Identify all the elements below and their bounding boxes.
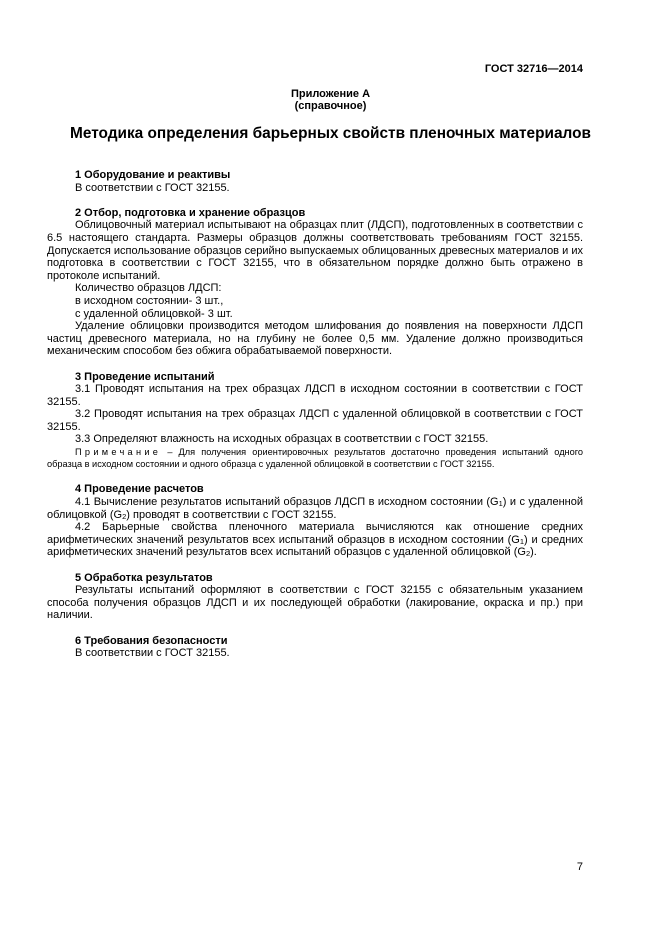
section-3-heading: 3 Проведение испытаний <box>75 370 215 383</box>
section-2-heading: 2 Отбор, подготовка и хранение образцов <box>75 206 306 219</box>
section-3-note <box>47 446 583 471</box>
section-5-paragraph: Результаты испытаний оформляют в соответствии с ГОСТ 32155 с обязательным указанием способа получения образцов ЛДСП и их последующей обработки (лакирование, окраска и пр.) при наличии. <box>47 584 583 622</box>
section-4-item-2: 4.2 Барьерные свойства пленочного материала вычисляются как отношение средних арифметических значений результатов всех испытаний образцов в исходном состоянии $(G_1)$ и средних арифметических значений результатов всех испытаний образцов с удаленной облицовкой $(G_2)$. <box>47 521 583 559</box>
section-2-paragraph-1: Облицовочный материал испытывают на образцах плит (ЛДСП), подготовленных в соответствии с 6.5 настоящего стандарта. Размеры образцов должны соответствовать требованиям ГОСТ 32155. Допускается использование образцов серийно выпускаемых облицованных древесных материалов и их подготовка в соответствии с ГОСТ 32155, что в обязательном порядке должно быть отражено в протоколе испытаний. <box>47 219 583 282</box>
section-2-count-1: в исходном состоянии- 3 шт., <box>75 294 224 307</box>
section-2-paragraph-2: Удаление облицовки производится методом шлифования до появления на поверхности ЛДСП частиц древесного материала, но на глубину не более 0,5 мм. Удаление должно производиться механическим способом без обжига обрабатываемой поверхности. <box>47 320 583 358</box>
document-title: Методика определения барьерных свойств пленочных материалов <box>70 125 591 142</box>
document-body <box>47 169 583 660</box>
note-text: – Для получения ориентировочных результатов достаточно проведения испытаний одного образца в исходном состоянии и одного образца с удаленной облицовкой в соответствии с ГОСТ 32155. <box>47 447 583 470</box>
appendix-label: Приложение А <box>290 88 371 100</box>
section-1-heading: 1 Оборудование и реактивы <box>75 169 231 181</box>
section-4-heading: 4 Проведение расчетов <box>75 483 204 496</box>
section-2-count-label: Количество образцов ЛДСП: <box>75 282 222 295</box>
section-3-item-2: 3.2 Проводят испытания на трех образцах ЛДСП с удаленной облицовкой в соответствии с ГОСТ 32155. <box>47 408 583 433</box>
section-3-item-3: 3.3 Определяют влажность на исходных образцах в соответствии с ГОСТ 32155. <box>75 433 489 446</box>
section-1-text: В соответствии с ГОСТ 32155. <box>75 181 230 194</box>
section-3-item-1: 3.1 Проводят испытания на трех образцах ЛДСП в исходном состоянии в соответствии с ГОСТ 32155. <box>47 383 583 408</box>
standard-code: ГОСТ 32716—2014 <box>484 63 583 75</box>
note-label: Примечание <box>75 447 162 458</box>
section-2-count-2: с удаленной облицовкой- 3 шт. <box>75 307 233 320</box>
section-4-item-1: 4.1 Вычисление результатов испытаний образцов ЛДСП в исходном состоянии $(G_1)$ и с удаленной облицовкой $(G_2)$ проводят в соответствии с ГОСТ 32155. <box>47 496 583 521</box>
section-6-heading: 6 Требования безопасности <box>75 634 228 647</box>
section-6-text: В соответствии с ГОСТ 32155. <box>75 647 230 660</box>
page-number: 7 <box>576 861 583 873</box>
appendix-type: (справочное) <box>294 100 367 112</box>
section-5-heading: 5 Обработка результатов <box>75 571 213 584</box>
